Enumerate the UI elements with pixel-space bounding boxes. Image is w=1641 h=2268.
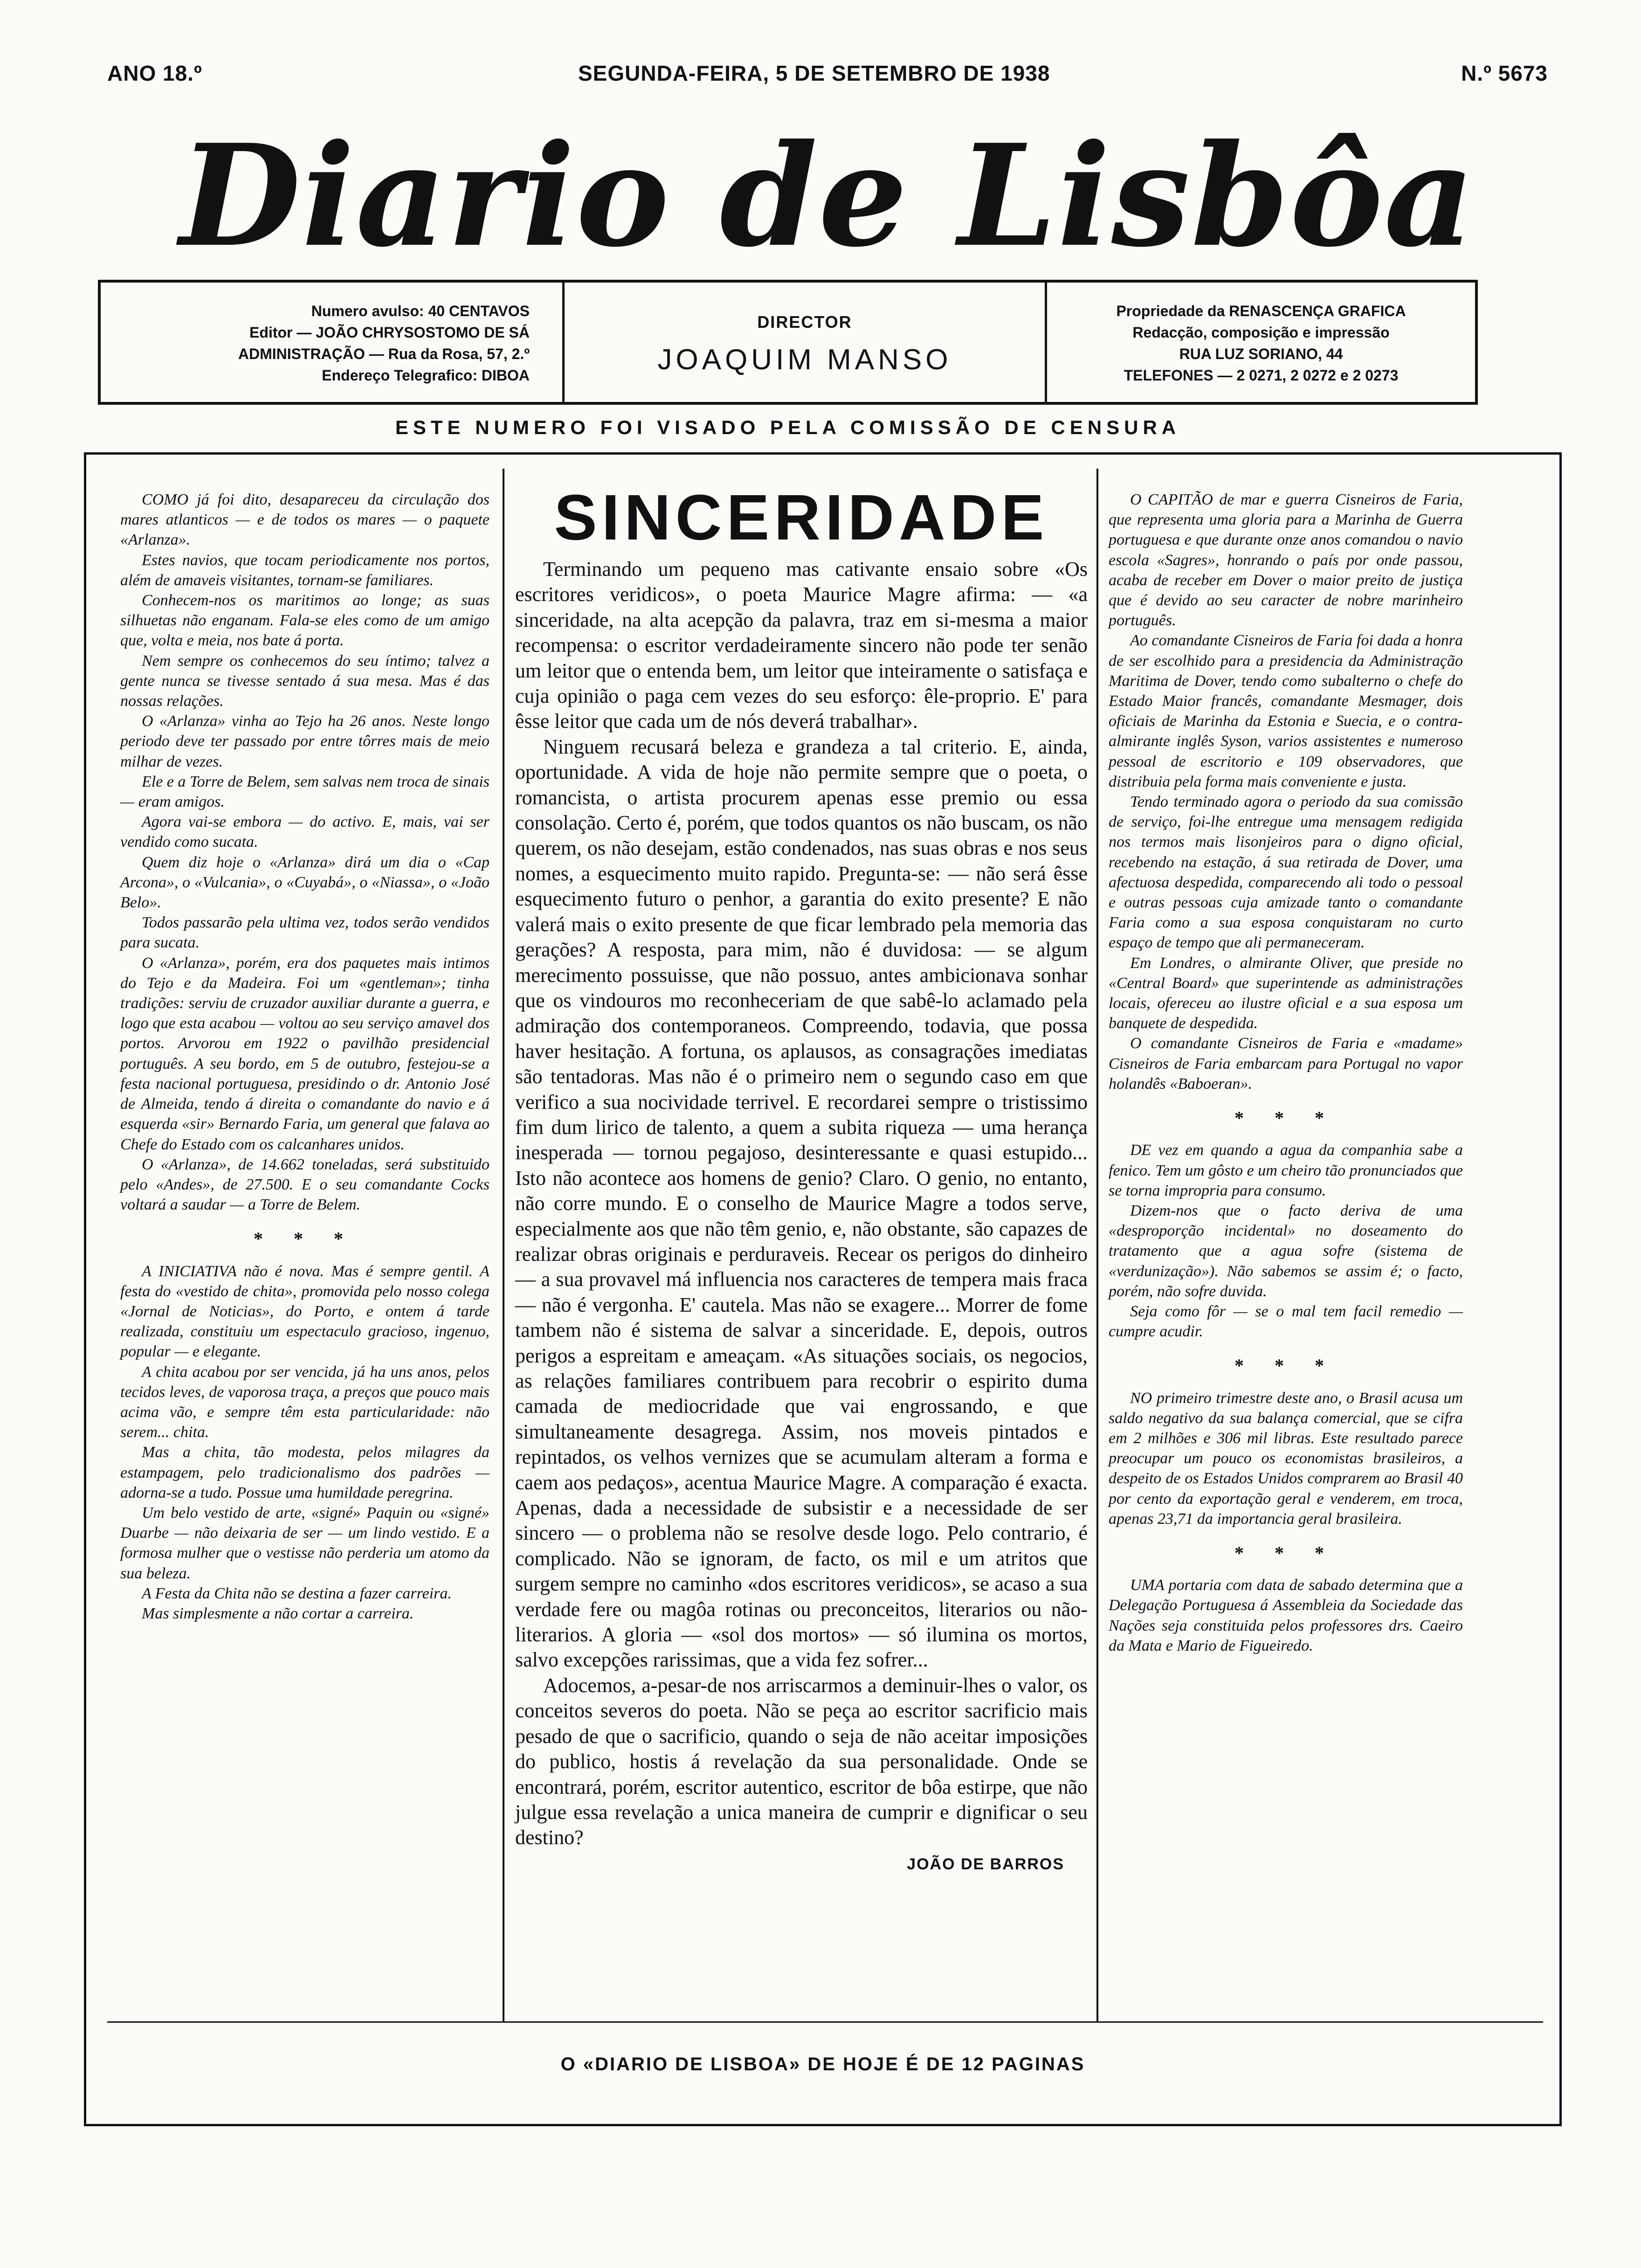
left-para-2: Conhecem-nos os maritimos ao longe; as suas silhuetas não enganam. Fala-se eles como de um amigo que, volta e meia, nos bate á porta. (120, 592, 490, 650)
right-para-5: DE vez em quando a agua da companhia sabe a fenico. Tem um gôsto e um cheiro tão pronunciados que se torna impropria para consumo. (1109, 1141, 1463, 1199)
article-para-0: Terminando um pequeno mas cativante ensaio sobre «Os escritores veridicos», o poeta Maurice Magre afirma: — «a sinceridade, na alta acepção da palavra, traz em si-mesma a maior recompensa: o escritor verdadeiramente sincero não pode ter senão um leitor que o entenda bem, um leitor que inteiramente o satisfaça e cuja opinião o paga cem vezes do seu esforço: êle-proprio. E' para êsse leitor que cada um de nós deverá trabalhar». (515, 558, 1088, 733)
section-separator: * * * (1234, 1107, 1337, 1129)
issue-date: SEGUNDA-FEIRA, 5 DE SETEMBRO DE 1938 (578, 61, 1050, 85)
left-para-12: A chita acabou por ser vencida, já ha uns anos, pelos tecidos leves, de vaporosa traça, a preços que pouco mais acima vão, e sempre têm esta particularidade: não serem... chita. (120, 1363, 490, 1441)
editor-line: Editor — JOÃO CHRYSOSTOMO DE SÁ (249, 324, 530, 341)
left-para-9: O «Arlanza», porém, era dos paquetes mais intimos do Tejo e da Madeira. Foi um «gentleman»; tinha tradições: serviu de cruzador auxiliar durante a guerra, e logo que esta acabou — voltou ao seu serviço amavel dos portos. Arvorou em 1922 o pavilhão presidencial português. A seu bordo, em 5 de outubro, festejou-se a festa nacional portuguesa, presidindo o dr. Antonio José de Almeida, tendo á direita o comandante do navio e á esquerda «sir» Bernardo Faria, um general que falava ao Chefe do Estado com os calcanhares unidos. (120, 954, 490, 1153)
owner-line: Propriedade da RENASCENÇA GRAFICA (1116, 303, 1406, 319)
right-para-1: Ao comandante Cisneiros de Faria foi dada a honra de ser escolhido para a presidencia da Administração Maritima de Dover, tendo como subalterno o chefe do Estado Maior francês, comandante Mesmager, dois oficiais de Marinha da Estonia e Suecia, e o contra-almirante inglês Syson, varios assistentes e numeroso pessoal de escritorio e 109 observadores, que distribuia pela forma mais conveniente e justa. (1109, 632, 1463, 790)
section-separator: * * * (254, 1228, 356, 1250)
issue-number: N.º 5673 (1461, 61, 1548, 85)
right-para-7: Seja como fôr — se o mal tem facil remedio — cumpre acudir. (1109, 1302, 1463, 1341)
left-para-10: O «Arlanza», de 14.662 toneladas, será substituido pelo «Andes», de 27.500. E o seu comandante Cocks voltará a saudar — a Torre de Belem. (120, 1155, 490, 1214)
left-para-13: Mas a chita, tão modesta, pelos milagres da estampagem, pelo tradicionalismo dos padrões — adorna-se a tudo. Possue uma humildade peregrina. (120, 1444, 490, 1501)
section-separator: * * * (1234, 1542, 1337, 1563)
article-signature: JOÃO DE BARROS (907, 1855, 1064, 1873)
telegraph-line: Endereço Telegrafico: DIBOA (322, 367, 530, 384)
main-article (515, 480, 1088, 1877)
director-name: JOAQUIM MANSO (657, 344, 952, 376)
article-para-2: Adocemos, a-pesar-de nos arriscarmos a deminuir-lhes o valor, os conceitos severos do poeta. Não se peça ao escritor sacrificio mais pesado de que o sacrificio, quando o seja de não aceitar imposições do publico, hostis á revelação da sua personalidade. Onde se encontrará, porém, escritor autentico, escritor de bôa estirpe, que não julgue essa revelação a unica maneira de cumprir e dignificar o seu destino? (515, 1673, 1088, 1849)
left-para-7: Quem diz hoje o «Arlanza» dirá um dia o «Cap Arcona», o «Vulcania», o «Cuyabá», o «Niassa», o «João Belo». (120, 853, 490, 912)
left-para-5: Ele e a Torre de Belem, sem salvas nem troca de sinais — eram amigos. (120, 773, 490, 811)
section-separator: * * * (1234, 1355, 1337, 1376)
info-right (1047, 283, 1475, 402)
footer-notice: O «DIARIO DE LISBOA» DE HOJE É DE 12 PAGINAS (560, 2054, 1085, 2074)
footer-rule (107, 2021, 1543, 2023)
left-para-16: Mas simplesmente a não cortar a carreira. (142, 1604, 414, 1622)
right-para-8: NO primeiro trimestre deste ano, o Brasil acusa um saldo negativo da sua balança comercial, que se cifra em 2 milhões e 306 mil libras. Este resultado parece preocupar um pouco os economistas brasileiros, a despeito de os Estados Unidos comprarem ao Brasil 40 por cento da exportação geral e venderem, em troca, apenas 23,71 da importancia geral brasileira. (1109, 1389, 1463, 1528)
left-para-3: Nem sempre os conhecemos do seu íntimo; talvez a gente nunca se tivesse sentado á sua mesa. Mas é das nossas relações. (120, 652, 490, 710)
right-para-6: Dizem-nos que o facto deriva de uma «desproporção incidental» no doseamento do tratamento que a agua sofre (sistema de «verdunização»). Não sabemos se assim é; o facto, porém, não sofre duvida. (1109, 1202, 1463, 1300)
info-left (101, 283, 562, 402)
right-para-9: UMA portaria com data de sabado determina que a Delegação Portuguesa á Assembleia da Sociedade das Nações seja constituida pelos professores drs. Caeiro da Mata e Mario de Figueiredo. (1109, 1577, 1463, 1654)
info-box (98, 280, 1478, 405)
right-para-3: Em Londres, o almirante Oliver, que preside no «Central Board» que superintende as administrações locais, ofereceu ao ilustre oficial e a sua esposa um banquete de despedida. (1109, 954, 1463, 1032)
info-director (562, 283, 1047, 402)
column-rule-right (1096, 469, 1098, 2021)
price-line: Numero avulso: 40 CENTAVOS (311, 303, 530, 319)
article-para-1: Ninguem recusará beleza e grandeza a tal criterio. E, ainda, oportunidade. A vida de hoje não permite sempre que o poeta, o romancista, o artista procurem apenas esse premio ou essa consolação. Certo é, porém, que todos quantos os não buscam, os não querem, os não desejam, estão condenados, nas suas obras e nos seus nomes, a esquecimento muito rapido. Pregunta-se: — não será êsse esquecimento futuro o penhor, a garantia do exito presente? E não valerá mais o exito presente de que ficar lembrado pela memoria das gerações? A resposta, para mim, não é duvidosa: — se algum merecimento possuisse, que não possuo, antes ambicionava sonhar que os vindouros mo reconheceriam de que sabê-lo aclamado pela admiração dos contemporaneos. Compreendo, todavia, que possa haver hesitação. A fortuna, os aplausos, as consagrações imediatas são tentadoras. Mas não é o primeiro nem o segundo caso em que verifico a sua nocividade terrivel. E recordarei sempre o tristissimo fim dum lirico de talento, a quem a subita riqueza — uma herança inesperada — tornou pegajoso, desinteressante e quasi estupido... Isto não acontece aos homens de genio? Claro. O genio, no entanto, não corre mundo. E o conselho de Maurice Magre a todos serve, especialmente aos que não têm genio, e, não obstante, são capazes de realizar obras originais e perduraveis. Recear os perigos do dinheiro — a sua provavel má influencia nos caracteres de tempera mais fraca — não é vergonha. E' cautela. Mas não se exagere... Morrer de fome tambem não é sistema de salvar a sinceridade. E, depois, outros perigos a espreitam e ameaçam. «As situações sociais, os negocios, as relações familiares contribuem para recobrir o espirito duma camada de mediocridade que vai engrossando, e que simultaneamente desagrega. Assim, nos moveis pintados e repintados, os velhos vernizes que se acumulam alteram a forma e caem aos pedaços», acentua Maurice Magre. A comparação é exacta. Apenas, dada a necessidade de subsistir e a necessidade de ser sincero — o problema não se resolve desde logo. Pelo contrario, é complicado. Não se ignoram, de facto, os mil e um atritos que surgem sempre no caminho «dos escritores veridicos», se acaso a sua verdade fere ou magôa rotinas ou preconceitos, literarios ou não-literarios. A gloria — «sol dos mortos» — só ilumina os mortos, salvo excepções rarissimas, que a vida fez sofrer... (515, 735, 1088, 1672)
right-column (1109, 490, 1463, 1656)
right-para-2: Tendo terminado agora o periodo da sua comissão de serviço, foi-lhe entregue uma mensagem redigida nos termos mais lisonjeiros para o digno oficial, recebendo na estação, á sua retirada de Dover, uma afectuosa despedida, comparecendo ali todo o pessoal e outras pessoas cuja amizade tanto o comandante Faria como a sua esposa conquistaram no curto espaço de tempo que ali permaneceram. (1109, 793, 1463, 952)
left-para-15: A Festa da Chita não se destina a fazer carreira. (142, 1584, 452, 1602)
left-column (120, 490, 490, 1624)
column-rule-left (503, 469, 504, 2021)
left-para-0: COMO já foi dito, desapareceu da circulação dos mares atlanticos — e de todos os mares — o paquete «Arlanza». (120, 491, 490, 549)
year-label: ANO 18.º (107, 61, 202, 85)
left-para-11: A INICIATIVA não é nova. Mas é sempre gentil. A festa do «vestido de chita», promovida pelo nosso colega «Jornal de Noticias», do Porto, e ontem á tarde realizada, constituiu um espectaculo gracioso, ingenuo, popular — e elegante. (120, 1262, 490, 1361)
phones-line: TELEFONES — 2 0271, 2 0272 e 2 0273 (1124, 367, 1399, 384)
address-line: RUA LUZ SORIANO, 44 (1179, 346, 1343, 362)
editorial-line: Redacção, composição e impressão (1132, 324, 1390, 341)
director-label: DIRECTOR (757, 312, 852, 332)
left-para-6: Agora vai-se embora — do activo. E, mais, vai ser vendido como sucata. (120, 813, 490, 851)
masthead-title: Diario de Lisbôa (179, 113, 1476, 278)
censorship-notice: ESTE NUMERO FOI VISADO PELA COMISSÃO DE CENSURA (395, 416, 1181, 438)
left-para-4: O «Arlanza» vinha ao Tejo ha 26 anos. Neste longo periodo deve ter passado por entre tôrres mais de meio milhar de vezes. (120, 712, 490, 770)
article-headline: SINCERIDADE (554, 482, 1049, 553)
administration-line: ADMINISTRAÇÃO — Rua da Rosa, 57, 2.º (238, 346, 530, 362)
right-para-0: O CAPITÃO de mar e guerra Cisneiros de Faria, que representa uma gloria para a Marinha de Guerra portuguesa e que durante onze anos comandou o navio escola «Sagres», honrando o país por onde passou, acaba de receber em Dover o maior preito de justiça que é devido ao seu caracter de nobre marinheiro português. (1109, 491, 1463, 629)
left-para-8: Todos passarão pela ultima vez, todos serão vendidos para sucata. (120, 914, 490, 952)
right-para-4: O comandante Cisneiros de Faria e «madame» Cisneiros de Faria embarcam para Portugal no vapor holandês «Baboeran». (1109, 1035, 1463, 1093)
left-para-1: Estes navios, que tocam periodicamente nos portos, além de amaveis visitantes, tornam-se familiares. (120, 551, 490, 589)
left-para-14: Um belo vestido de arte, «signé» Paquin ou «signé» Duarbe — não deixaria de ser — um lindo vestido. E a formosa mulher que o vestisse não perderia um atomo da sua beleza. (120, 1504, 490, 1582)
